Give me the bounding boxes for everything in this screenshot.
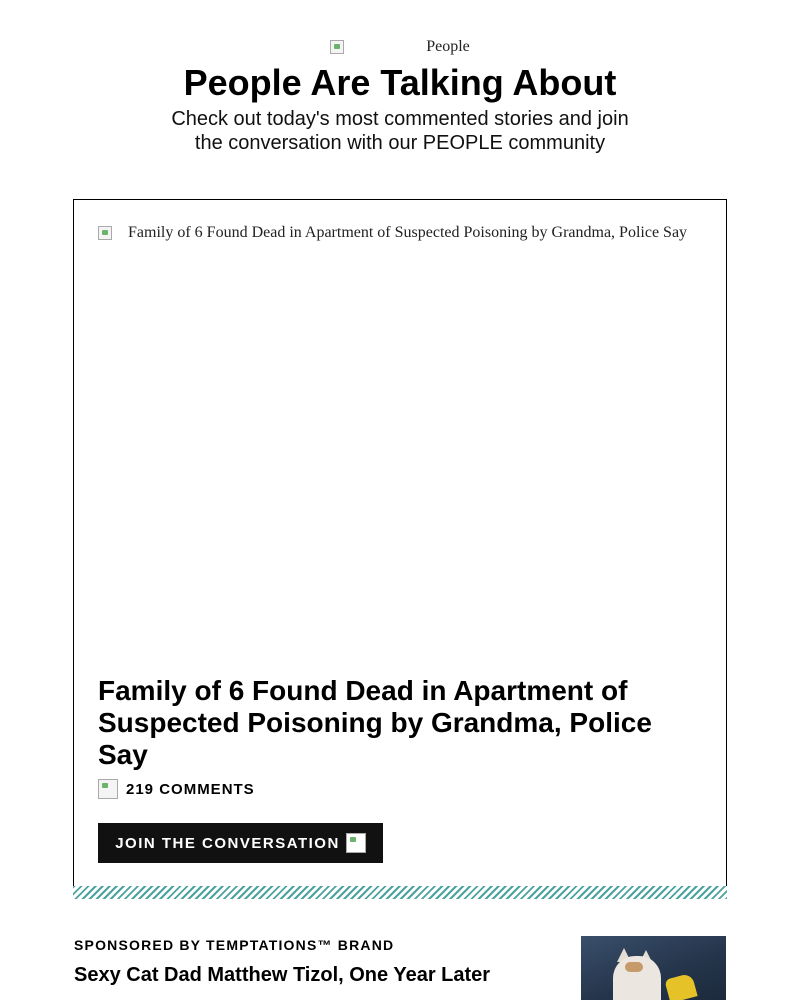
join-conversation-label: JOIN THE CONVERSATION xyxy=(115,834,340,852)
join-conversation-button[interactable] xyxy=(98,823,383,863)
broken-image-icon xyxy=(98,226,112,240)
logo-alt-text: People xyxy=(426,38,470,55)
page-subtitle: Check out today's most commented stories and join the conversation with our PEOPLE community xyxy=(171,108,629,154)
cat-spot-shape xyxy=(625,962,643,972)
sponsored-thumbnail[interactable] xyxy=(581,936,726,1000)
story-image-alt-text: Family of 6 Found Dead in Apartment of Suspected Poisoning by Grandma, Police Say xyxy=(128,224,688,241)
comment-icon xyxy=(98,779,118,799)
story-image[interactable] xyxy=(98,224,687,242)
comments-count[interactable] xyxy=(98,779,255,799)
story-title[interactable]: Family of 6 Found Dead in Apartment of Suspected Poisoning by Grandma, Police Say xyxy=(98,675,652,770)
page-title: People Are Talking About xyxy=(183,62,617,103)
story-card xyxy=(73,199,727,889)
people-logo[interactable] xyxy=(0,38,800,56)
sponsored-label: SPONSORED BY TEMPTATIONS™ BRAND xyxy=(74,937,395,953)
divider-stripe xyxy=(73,886,727,899)
arrow-icon xyxy=(346,833,366,853)
sponsored-story-title[interactable]: Sexy Cat Dad Matthew Tizol, One Year Later xyxy=(74,964,491,986)
broken-image-icon xyxy=(330,40,344,54)
comments-count-label: 219 COMMENTS xyxy=(126,780,255,798)
